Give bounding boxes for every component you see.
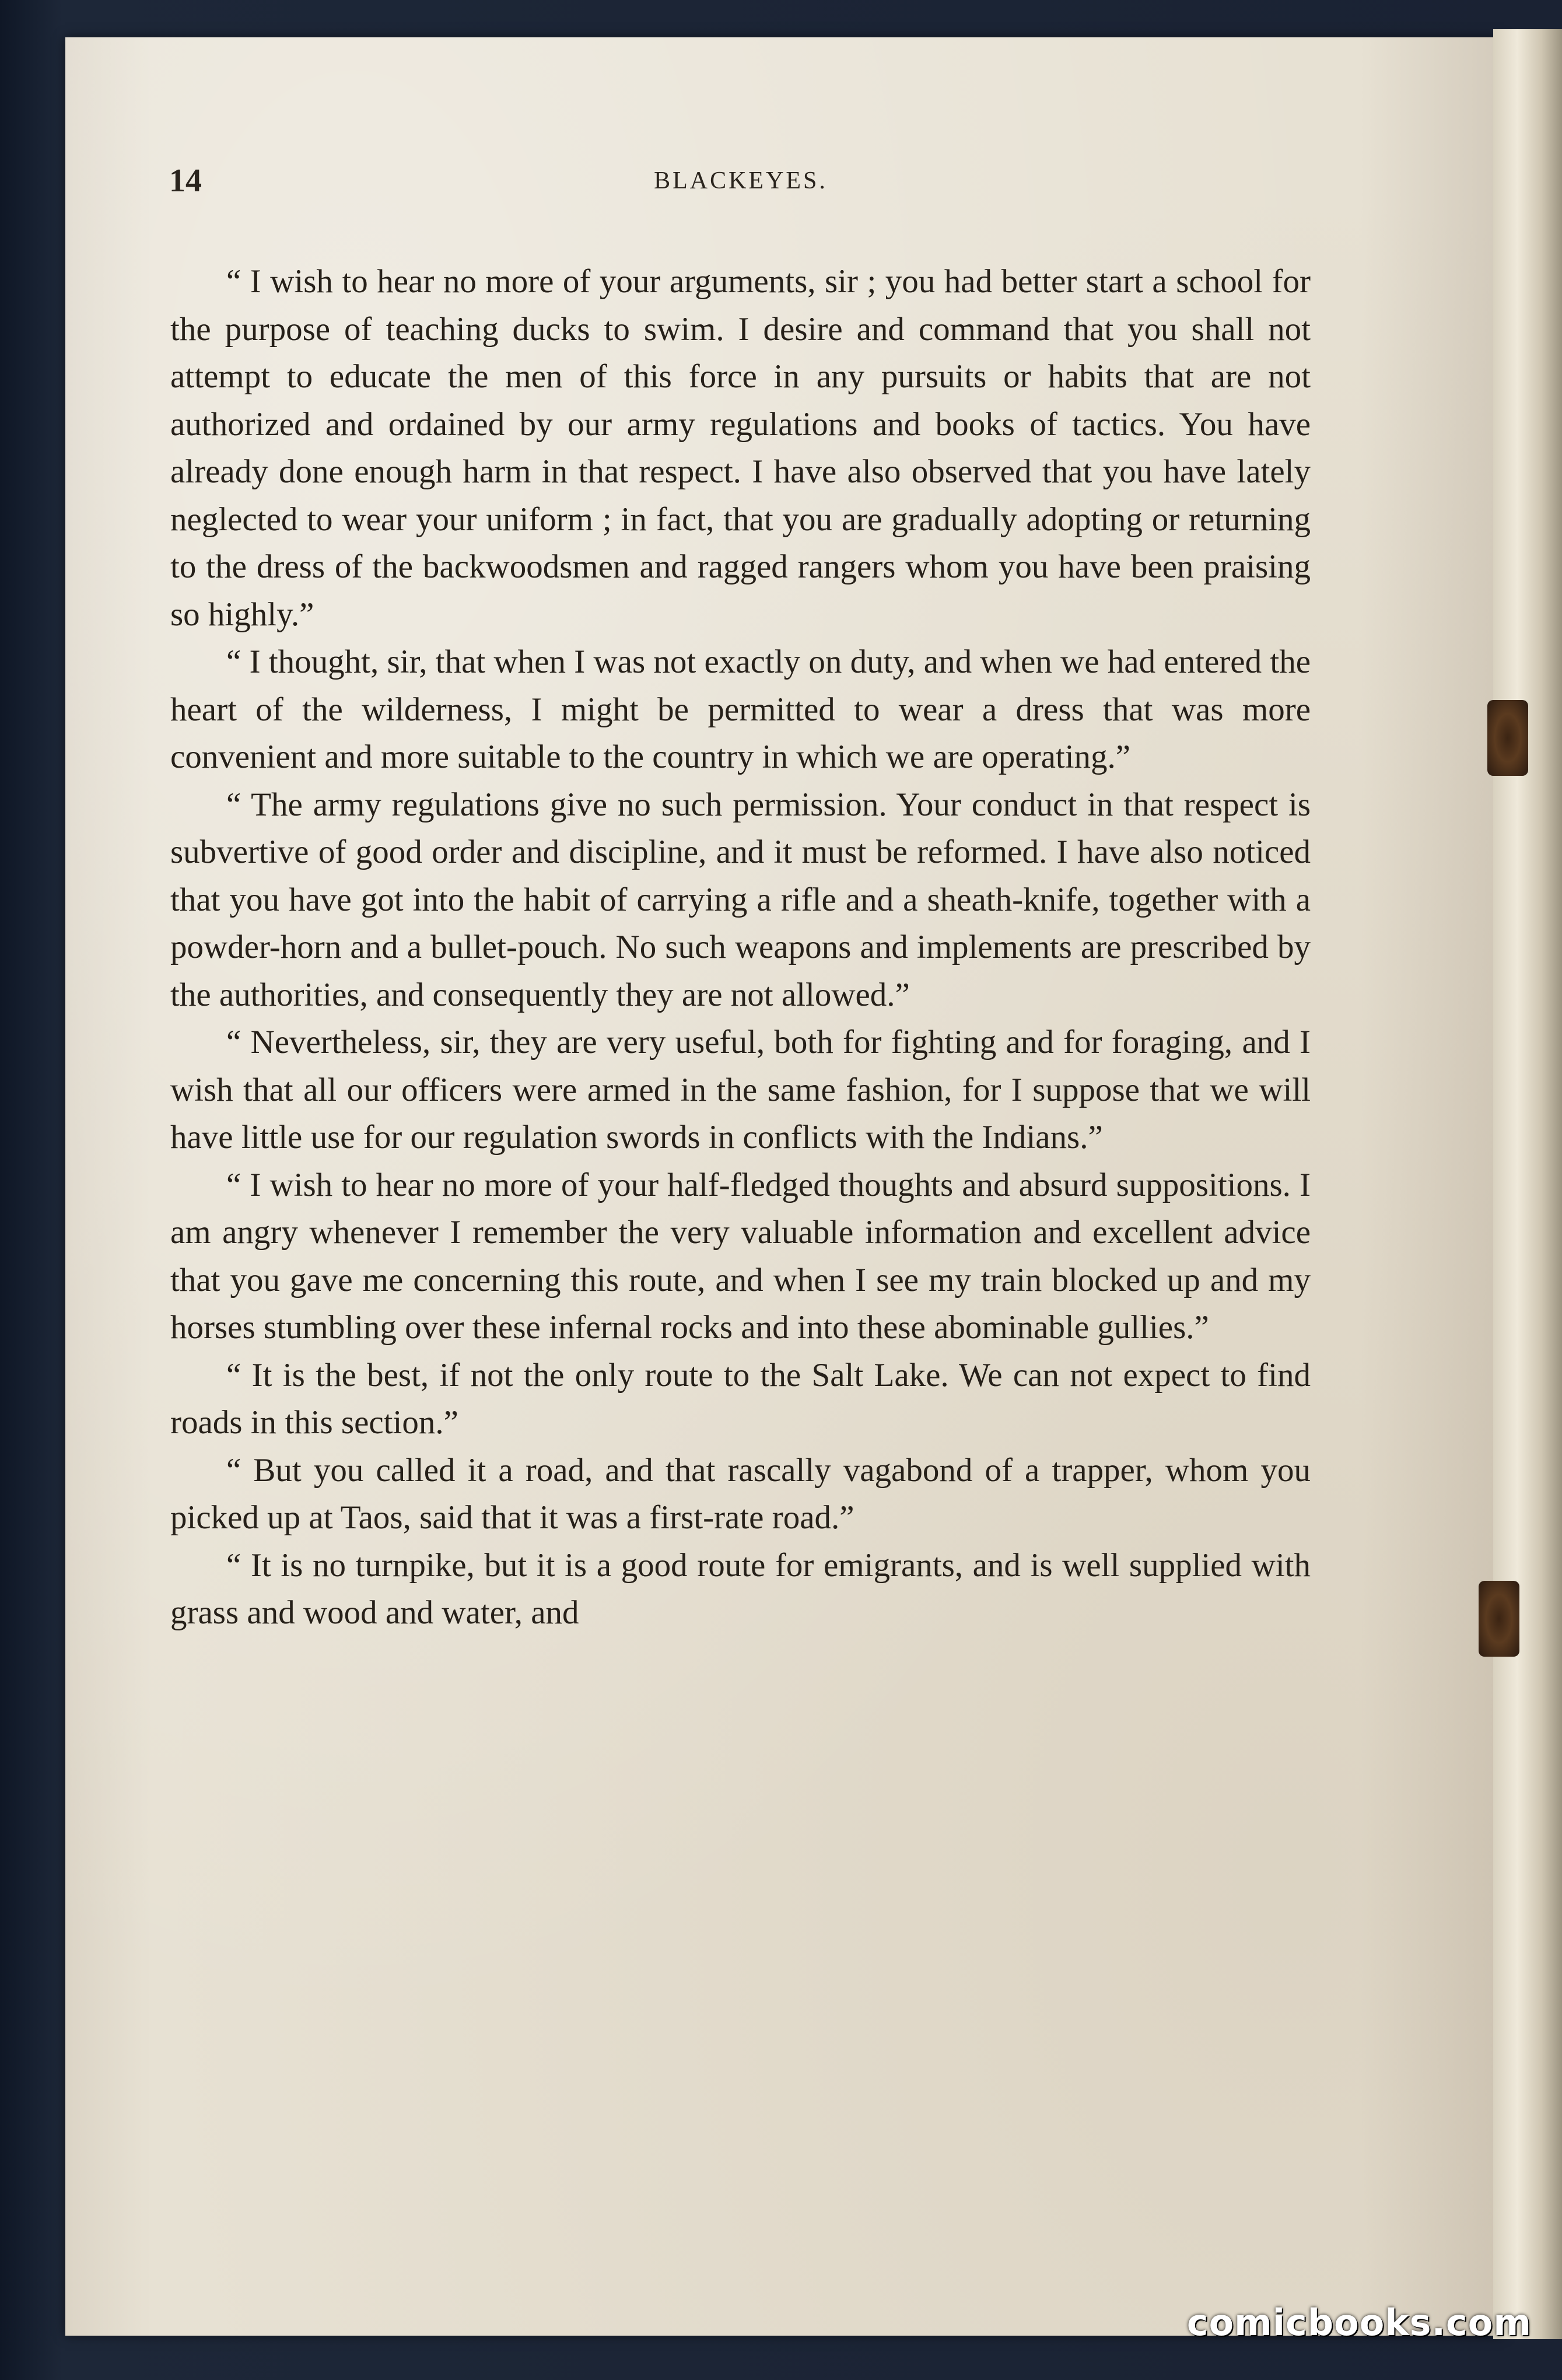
binding-stitch-hole bbox=[1479, 1581, 1519, 1657]
paragraph: “ It is the best, if not the only route to the Salt Lake. We can not expect to find roads in this section.” bbox=[170, 1356, 1311, 1441]
running-head bbox=[169, 162, 1312, 203]
paragraph: “ I wish to hear no more of your arguments, sir ; you had better start a school for the purpose of teaching ducks to swim. I desire and command that you shall not attempt to educate the men of this force in any pursuits or habits that are not authorized and ordained by our army regulations and books of tactics. You have already done enough harm in that respect. I have also observed that you have lately neglected to wear your uniform ; in fact, that you are gradually adopting or returning to the dress of the backwoodsmen and ragged rangers whom you have been praising so highly.” bbox=[170, 263, 1311, 633]
body-text bbox=[170, 258, 1311, 1637]
site-watermark: comicbooks.com bbox=[1186, 2301, 1532, 2344]
paragraph: “ The army regulations give no such permission. Your conduct in that respect is subvertive of good order and discipline, and it must be reformed. I have also noticed that you have got into the habit of carrying a rifle and a sheath-knife, together with a powder-horn and a bullet-pouch. No such weapons and implements are prescribed by the authorities, and consequently they are not allowed.” bbox=[170, 786, 1311, 1013]
page-number: 14 bbox=[169, 163, 202, 199]
running-title: BLACKEYES. bbox=[654, 167, 828, 194]
paragraph: “ But you called it a road, and that rascally vagabond of a trapper, whom you picked up at Taos, said that it was a first-rate road.” bbox=[170, 1451, 1311, 1536]
binding-stitch-hole bbox=[1487, 700, 1528, 776]
paragraph: “ Nevertheless, sir, they are very useful, both for fighting and for foraging, and I wish that all our officers were armed in the same fashion, for I suppose that we will have little use for our regulation swords in conflicts with the Indians.” bbox=[170, 1024, 1311, 1156]
book-spine bbox=[1493, 29, 1562, 2339]
paragraph: “ It is no turnpike, but it is a good route for emigrants, and is well supplied with grass and wood and water, and bbox=[170, 1546, 1311, 1631]
paragraph: “ I thought, sir, that when I was not exactly on duty, and when we had entered the heart of the wilderness, I might be permitted to wear a dress that was more convenient and more suitable to the country in which we are operating.” bbox=[170, 643, 1311, 775]
paragraph: “ I wish to hear no more of your half-fledged thoughts and absurd suppositions. I am angry whenever I remember the very valuable information and excellent advice that you gave me concerning this route, and when I see my train blocked up and my horses stumbling over these infernal rocks and into these abominable gullies.” bbox=[170, 1166, 1311, 1346]
